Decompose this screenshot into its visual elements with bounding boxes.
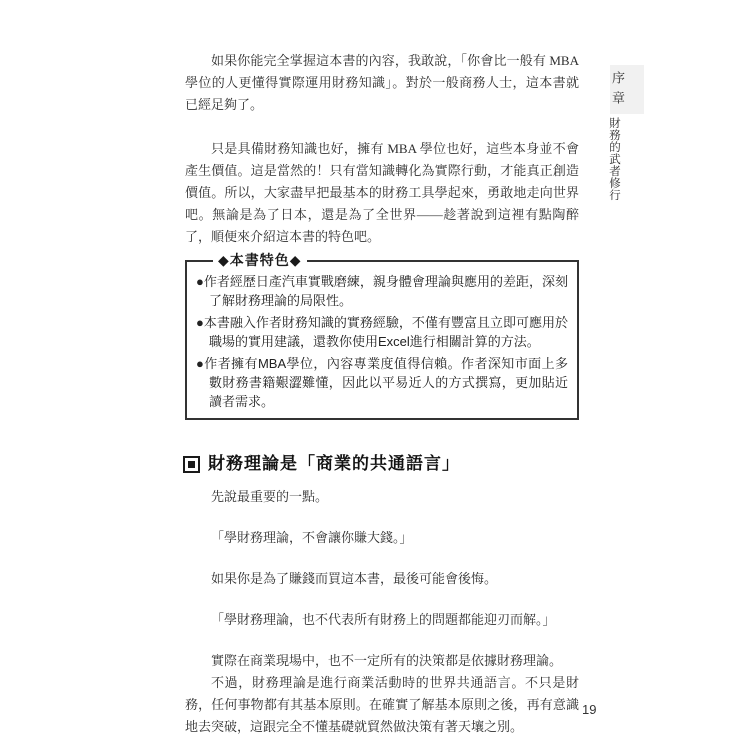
paragraph: 如果你是為了賺錢而買這本書，最後可能會後悔。	[211, 571, 498, 586]
bullet-icon: ●	[196, 356, 205, 371]
section-square-icon	[183, 456, 200, 473]
paragraph: 不過，財務理論是進行商業活動時的世界共通語言。不只是財務，任何事物都有其基本原則。在確實了解基本原則之後，再有意識地去突破，這跟完全不懂基礎就貿然做決策有著天壤之別。	[185, 675, 579, 734]
bullet-icon: ●	[196, 274, 204, 289]
feature-item	[196, 272, 568, 310]
feature-item-text: 作者經歷日產汽車實戰磨練，親身體會理論與應用的差距，深刻了解財務理論的局限性。	[203, 274, 568, 308]
feature-item	[196, 313, 568, 351]
chapter-label: 序章	[610, 71, 625, 111]
paragraph-quote: 「學財務理論，不會讓你賺大錢。」	[211, 530, 413, 545]
paragraph-intro-2: 只是具備財務知識也好，擁有 MBA 學位也好，這些本身並不會產生價值。這是當然的！只有當知識轉化為實際行動，才能真正創造價值。所以，大家盡早把最基本的財務工具學起來，勇敢地走向世界吧。無論是為了日本，還是為了全世界——趁著說到這裡有點陶醉了，順便來介紹這本書的特色吧。	[185, 141, 579, 244]
section-heading	[183, 452, 579, 476]
paragraph: 實際在商業現場中，也不一定所有的決策都是依據財務理論。	[211, 653, 563, 668]
feature-box-title: ◆本書特色◆	[213, 251, 307, 269]
section-square-icon-inner	[188, 461, 195, 468]
page-number: 19	[582, 702, 597, 717]
bullet-icon: ●	[196, 315, 204, 330]
feature-item-text: 作者擁有MBA學位，內容專業度值得信賴。作者深知市面上多數財務書籍艱澀難懂，因此以平易近人的方式撰寫，更加貼近讀者需求。	[204, 356, 568, 409]
feature-box	[185, 252, 579, 420]
paragraph-intro-1: 如果你能完全掌握這本書的內容，我敢說，「你會比一般有 MBA 學位的人更懂得實際運用財務知識」。對於一般商務人士，這本書就已經足夠了。	[185, 53, 579, 112]
paragraph: 先說最重要的一點。	[211, 489, 329, 504]
section-heading-text: 財務理論是「商業的共通語言」	[208, 454, 460, 473]
paragraph-quote: 「學財務理論，也不代表所有財務上的問題都能迎刃而解。」	[211, 612, 556, 627]
feature-item	[196, 354, 568, 411]
feature-item-text: 本書融入作者財務知識的實務經驗，不僅有豐富且立即可應用於職場的實用建議，還教你使用Excel進行相關計算的方法。	[203, 315, 568, 349]
text-column	[185, 50, 579, 738]
chapter-title: 財務的武者修行	[608, 117, 620, 201]
